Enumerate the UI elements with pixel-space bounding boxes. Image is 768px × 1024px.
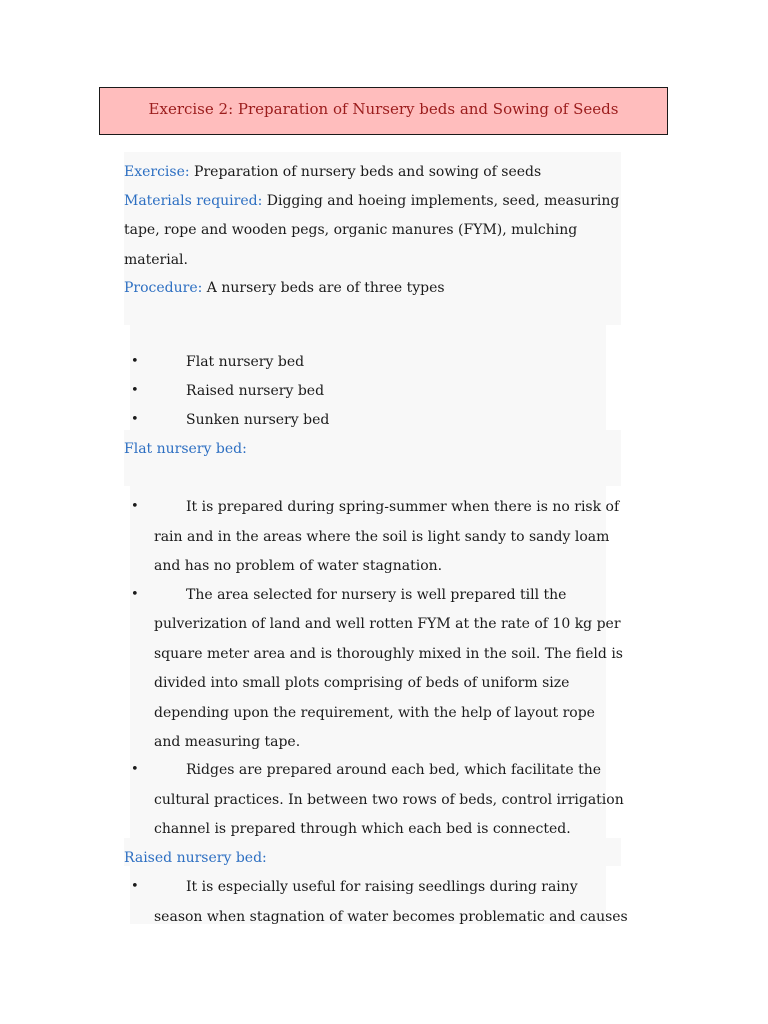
procedure-line xyxy=(124,279,445,297)
title-box xyxy=(99,87,668,135)
flat-item-2-line-2: pulverization of land and well rotten FYM at the rate of 10 kg per xyxy=(154,616,621,632)
flat-item-1-line-2: rain and in the areas where the soil is light sandy to sandy loam xyxy=(154,529,610,545)
flat-item-2-line-3: square meter area and is thoroughly mixed in the soil. The field is xyxy=(154,646,623,662)
procedure-text: A nursery beds are of three types xyxy=(202,280,445,296)
bullet: • xyxy=(131,412,139,427)
materials-line-2: tape, rope and wooden pegs, organic manures (FYM), mulching xyxy=(124,222,578,238)
flat-item-1-line-3: and has no problem of water stagnation. xyxy=(154,558,443,574)
bullet: • xyxy=(131,354,139,369)
flat-item-3-line-3: channel is prepared through which each bed is connected. xyxy=(154,821,571,837)
flat-item-2-line-6: and measuring tape. xyxy=(154,734,301,750)
type-item: Flat nursery bed xyxy=(186,354,305,370)
exercise-line xyxy=(124,163,541,181)
flat-item-1-line-1: It is prepared during spring-summer when there is no risk of xyxy=(186,499,620,515)
flat-item-3-line-1: Ridges are prepared around each bed, which facilitate the xyxy=(186,762,602,778)
materials-label: Materials required: xyxy=(124,193,263,209)
raised-item-1-line-2: season when stagnation of water becomes problematic and causes xyxy=(154,909,628,925)
exercise-text: Preparation of nursery beds and sowing of seeds xyxy=(189,164,542,180)
bullet: • xyxy=(131,383,139,398)
flat-heading: Flat nursery bed: xyxy=(124,441,247,457)
type-item: Sunken nursery bed xyxy=(186,412,330,428)
materials-text-1: Digging and hoeing implements, seed, measuring xyxy=(262,193,620,209)
exercise-label: Exercise: xyxy=(124,164,190,180)
raised-item-1-line-1: It is especially useful for raising seedlings during rainy xyxy=(186,879,578,895)
materials-line-1 xyxy=(124,192,619,210)
flat-item-2-line-1: The area selected for nursery is well prepared till the xyxy=(186,587,567,603)
flat-item-2-line-4: divided into small plots comprising of beds of uniform size xyxy=(154,675,570,691)
materials-line-3: material. xyxy=(124,252,188,268)
bullet: • xyxy=(131,499,139,514)
bullet: • xyxy=(131,879,139,894)
raised-heading: Raised nursery bed: xyxy=(124,850,267,866)
flat-item-2-line-5: depending upon the requirement, with the help of layout rope xyxy=(154,705,595,721)
shade-flat-heading xyxy=(124,430,621,486)
type-item: Raised nursery bed xyxy=(186,383,325,399)
bullet: • xyxy=(131,587,139,602)
bullet: • xyxy=(131,762,139,777)
flat-item-3-line-2: cultural practices. In between two rows of beds, control irrigation xyxy=(154,792,624,808)
procedure-label: Procedure: xyxy=(124,280,203,296)
page-title: Exercise 2: Preparation of Nursery beds and Sowing of Seeds xyxy=(148,100,619,118)
